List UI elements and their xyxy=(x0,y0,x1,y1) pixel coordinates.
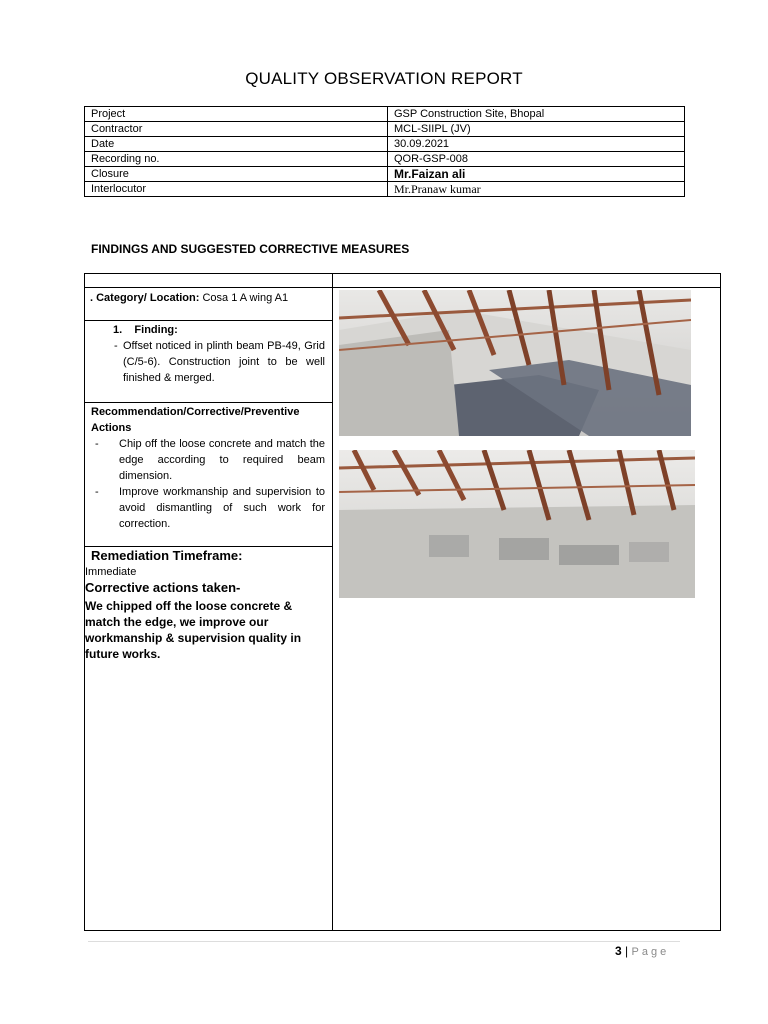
column-divider xyxy=(332,273,333,931)
category-location xyxy=(90,290,326,306)
project-info-table xyxy=(84,106,685,197)
page-footer xyxy=(615,944,669,958)
table-row xyxy=(85,167,685,182)
info-value: MCL-SIIPL (JV) xyxy=(388,122,685,137)
findings-heading: FINDINGS AND SUGGESTED CORRECTIVE MEASURES xyxy=(91,242,410,256)
row-divider xyxy=(84,287,721,288)
page-number: 3 xyxy=(615,944,622,958)
row-divider xyxy=(84,402,332,403)
table-row xyxy=(85,107,685,122)
recommendation-item: Improve workmanship and supervision to avoid dismantling of such work for correction. xyxy=(119,486,325,530)
table-row xyxy=(85,152,685,167)
table-row xyxy=(85,137,685,152)
finding-text: Offset noticed in plinth beam PB-49, Grid (C/5-6). Construction joint to be well finished & merged. xyxy=(123,340,325,384)
info-value: Mr.Pranaw kumar xyxy=(388,182,685,197)
info-value: GSP Construction Site, Bhopal xyxy=(388,107,685,122)
recommendation-item: Chip off the loose concrete and match the edge according to required beam dimension. xyxy=(119,438,325,482)
remediation-heading: Remediation Timeframe: xyxy=(91,548,243,563)
info-label: Interlocutor xyxy=(85,182,388,197)
info-label: Date xyxy=(85,137,388,152)
footer-divider xyxy=(88,941,680,942)
site-photo-after-icon xyxy=(339,450,695,598)
finding-label: Finding: xyxy=(134,324,178,336)
row-divider xyxy=(84,546,332,547)
bullet-dash: - xyxy=(114,340,118,352)
info-value: QOR-GSP-008 xyxy=(388,152,685,167)
recommendation-heading: Recommendation/Corrective/Preventive Actions xyxy=(91,406,300,434)
info-label: Project xyxy=(85,107,388,122)
info-label: Contractor xyxy=(85,122,388,137)
info-label: Closure xyxy=(85,167,388,182)
finding-number: 1. xyxy=(113,324,123,336)
report-title: QUALITY OBSERVATION REPORT xyxy=(245,69,523,88)
page-separator: | xyxy=(625,944,629,958)
site-photo-before-icon xyxy=(339,290,691,436)
category-label: . Category/ Location: xyxy=(90,292,200,304)
category-value: Cosa 1 A wing A1 xyxy=(202,292,289,304)
bullet-dash: - xyxy=(95,486,99,498)
bullet-dash: - xyxy=(95,438,99,450)
finding-heading xyxy=(113,322,178,338)
site-photo-after xyxy=(339,450,695,598)
table-row xyxy=(85,122,685,137)
remediation-value: Immediate xyxy=(85,566,137,578)
info-value: 30.09.2021 xyxy=(388,137,685,152)
info-value: Mr.Faizan ali xyxy=(388,167,685,182)
row-divider xyxy=(84,320,332,321)
actions-heading: Corrective actions taken- xyxy=(85,580,241,595)
table-row xyxy=(85,182,685,197)
page-word: Page xyxy=(631,946,670,958)
actions-text: We chipped off the loose concrete & match the edge, we improve our workmanship & supervision quality in future works. xyxy=(85,599,302,661)
info-label: Recording no. xyxy=(85,152,388,167)
site-photo-before xyxy=(339,290,691,436)
